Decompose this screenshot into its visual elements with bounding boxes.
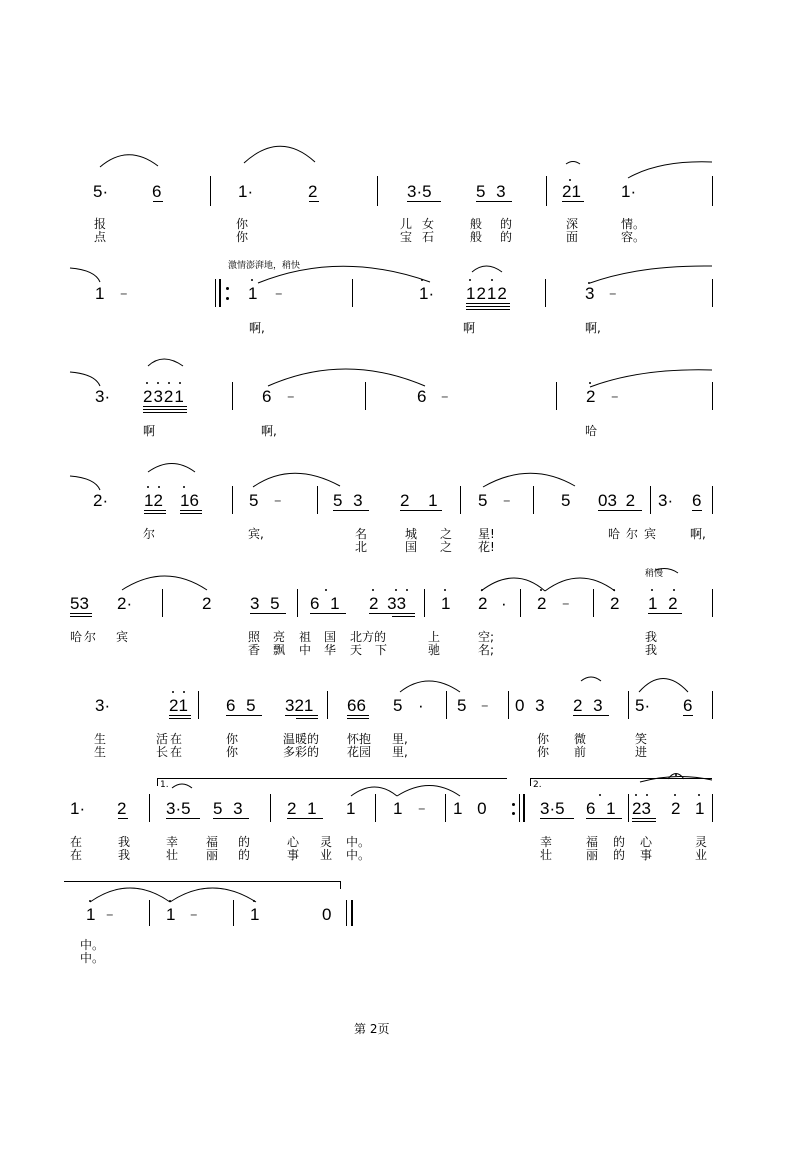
dash: –: [418, 799, 426, 817]
note: 1: [346, 799, 356, 818]
lyric: 飘: [273, 643, 286, 657]
lyric: 多彩的: [283, 745, 320, 759]
lyric: 啊,: [690, 527, 706, 541]
lyric: 宾: [116, 630, 129, 644]
note: 6 1: [586, 799, 616, 818]
dash: –: [275, 284, 283, 302]
lyric: 的: [238, 835, 251, 849]
note: 2 1: [400, 491, 438, 510]
note: 1·: [70, 799, 86, 818]
note: 1: [393, 799, 403, 818]
lyric: 宝石: [400, 230, 445, 244]
lyric: 福: [586, 835, 599, 849]
lyric: 名: [355, 527, 368, 541]
lyric: 城: [405, 527, 418, 541]
note: 2: [202, 594, 212, 613]
note: 1 2: [648, 594, 678, 613]
lyric: 心: [287, 835, 300, 849]
lyric: 空;: [478, 630, 495, 644]
lyric: 壮: [166, 848, 179, 862]
note: 6: [683, 696, 693, 715]
lyric: 花!: [478, 540, 495, 554]
lyric: 你: [537, 745, 550, 759]
lyric: 的: [238, 848, 251, 862]
lyric: 深: [566, 217, 579, 231]
note: 5·: [93, 182, 109, 201]
note: 1·: [419, 284, 435, 303]
lyric: 哈尔: [70, 630, 99, 644]
lyric: 哈尔宾: [608, 527, 663, 541]
lyric: 里,: [392, 732, 408, 746]
repeat-sign-icon: [512, 803, 515, 806]
note: 21: [562, 182, 581, 201]
note: 2 1: [287, 799, 317, 818]
lyric: 星!: [478, 527, 495, 541]
ending-label: 2.: [533, 780, 542, 790]
lyric: 点: [94, 230, 107, 244]
lyric: 情。: [621, 217, 646, 231]
lyric: 我: [118, 835, 131, 849]
volta-bracket-1: [157, 778, 507, 779]
note: 1: [248, 284, 258, 303]
note: 5: [561, 491, 571, 510]
lyric: 啊,: [261, 424, 277, 438]
note: 5 3: [333, 491, 363, 510]
lyric: 你: [226, 745, 239, 759]
lyric: 天: [350, 643, 363, 657]
lyric: 丽: [586, 848, 599, 862]
lyric: 幸: [166, 835, 179, 849]
note: ·: [418, 696, 424, 715]
note: 6: [262, 387, 272, 406]
note: 66: [347, 696, 366, 715]
lyric: 下: [375, 643, 388, 657]
lyric: 宾,: [248, 527, 264, 541]
note: 1: [441, 594, 451, 613]
lyric: 笑: [635, 732, 648, 746]
lyric: 事: [287, 848, 300, 862]
lyric: 我: [645, 630, 658, 644]
lyric: 香: [248, 643, 261, 657]
note: 6: [417, 387, 427, 406]
note: 5 3: [476, 182, 506, 201]
note: 5 3: [213, 799, 243, 818]
lyric: 驰: [428, 643, 441, 657]
lyric: 啊,: [249, 321, 265, 335]
tempo-marking: 稍慢: [645, 569, 664, 579]
note: 6 1: [310, 594, 340, 613]
note: 1212: [466, 284, 508, 303]
lyric: 儿女: [400, 217, 445, 231]
lyric: 国: [405, 540, 418, 554]
note: 3·5: [540, 799, 565, 818]
lyric: 中。: [80, 951, 105, 965]
lyric: 生: [94, 745, 107, 759]
lyric: 面: [566, 230, 579, 244]
lyric: 灵: [320, 835, 333, 849]
note: 21: [169, 696, 188, 715]
lyric: 般的: [470, 217, 531, 231]
note: 2: [537, 594, 547, 613]
note: 5: [393, 696, 403, 715]
page-number: 第 2页: [354, 1022, 390, 1036]
lyric: 福: [206, 835, 219, 849]
lyric: 事: [640, 848, 653, 862]
note: 2·: [93, 491, 109, 510]
note: 5: [457, 696, 467, 715]
note: 6: [152, 182, 162, 201]
note: 1: [250, 905, 260, 924]
lyric: 亮: [273, 630, 286, 644]
note: 5: [478, 491, 488, 510]
dash: –: [190, 905, 198, 923]
lyric: 业: [320, 848, 333, 862]
dash: –: [120, 284, 128, 302]
dash: –: [503, 491, 511, 509]
lyric: 北: [355, 540, 368, 554]
lyric: 业: [695, 848, 708, 862]
lyric: 进: [635, 745, 648, 759]
lyric: 容。: [621, 230, 646, 244]
lyric: 中。: [346, 848, 371, 862]
note: 0: [322, 905, 332, 924]
lyric: 心: [640, 835, 653, 849]
note: 2 33: [369, 594, 407, 613]
note: 0 3: [515, 696, 545, 715]
note: 3·: [95, 696, 111, 715]
note: 2: [610, 594, 620, 613]
note: 2 3: [573, 696, 603, 715]
note: 5·: [635, 696, 651, 715]
tempo-marking: 激情澎湃地，稍快: [228, 261, 301, 271]
note: 6: [692, 491, 702, 510]
lyric: 长在: [156, 745, 185, 759]
lyric: 你: [537, 732, 550, 746]
note: 1·: [238, 182, 254, 201]
lyric: 温暖的: [283, 732, 320, 746]
dash: –: [562, 594, 570, 612]
dash: –: [609, 284, 617, 302]
note: 3·5: [407, 182, 432, 201]
note: 2: [671, 799, 681, 818]
lyric: 哈: [585, 424, 598, 438]
lyric: 的: [613, 848, 626, 862]
lyric: 微: [574, 732, 587, 746]
lyric: 中: [299, 643, 312, 657]
note: 2321: [143, 387, 185, 406]
lyric: 中。: [80, 938, 105, 952]
fermata-icon: [675, 774, 677, 776]
dash: –: [441, 387, 449, 405]
dash: –: [106, 905, 114, 923]
volta-bracket-2-cont: [64, 881, 340, 882]
note: 3 5: [250, 594, 280, 613]
note: 1·: [621, 182, 637, 201]
lyric: 在: [70, 848, 83, 862]
lyric: 祖: [299, 630, 312, 644]
ending-label: 1.: [160, 780, 169, 790]
lyric: 幸: [540, 835, 553, 849]
lyric: 我: [645, 643, 658, 657]
note: 16: [180, 491, 199, 510]
lyric: 中。: [346, 835, 371, 849]
note: 3·: [95, 387, 111, 406]
lyric: 你: [236, 230, 249, 244]
note: 2·: [117, 594, 133, 613]
lyric: 丽: [206, 848, 219, 862]
note: 12: [144, 491, 163, 510]
note: 53: [70, 594, 89, 613]
lyric: 报: [94, 217, 107, 231]
note: ·: [501, 594, 507, 613]
note: 2: [117, 799, 127, 818]
note: 6 5: [226, 696, 256, 715]
note: 23: [632, 799, 651, 818]
lyric: 怀抱: [347, 732, 372, 746]
lyric: 生: [94, 732, 107, 746]
lyric: 尔: [143, 527, 156, 541]
lyric: 华: [324, 643, 337, 657]
note: 1: [695, 799, 705, 818]
note: 3·: [658, 491, 674, 510]
note: 1: [95, 284, 105, 303]
note: 2: [308, 182, 318, 201]
note: 03 2: [598, 491, 636, 510]
lyric: 前: [574, 745, 587, 759]
lyric: 活在: [156, 732, 185, 746]
lyric: 的: [613, 835, 626, 849]
note: 2: [586, 387, 596, 406]
lyric: 你: [236, 217, 249, 231]
note: 3·5: [166, 799, 191, 818]
lyric: 里,: [392, 745, 408, 759]
lyric: 灵: [695, 835, 708, 849]
lyric: 啊: [143, 424, 156, 438]
lyric: 你: [226, 732, 239, 746]
lyric: 国: [324, 630, 337, 644]
lyric: 花园: [347, 745, 372, 759]
lyric: 上: [428, 630, 441, 644]
note: 1: [166, 905, 176, 924]
note: 2: [478, 594, 488, 613]
note: 321: [285, 696, 314, 715]
lyric: 之: [440, 540, 453, 554]
note: 1 0: [453, 799, 487, 818]
lyric: 啊: [463, 321, 476, 335]
lyric: 北方的: [350, 630, 387, 644]
repeat-sign-icon: [215, 279, 216, 307]
note: 3: [585, 284, 595, 303]
volta-bracket-2: [530, 778, 712, 779]
lyric: 壮: [540, 848, 553, 862]
note: 5: [249, 491, 259, 510]
lyric: 名;: [478, 643, 495, 657]
note: 1: [86, 905, 96, 924]
lyric: 在: [70, 835, 83, 849]
dash: –: [274, 491, 282, 509]
dash: –: [287, 387, 295, 405]
dash: –: [481, 696, 489, 714]
lyric: 我: [118, 848, 131, 862]
lyric: 般的: [470, 230, 531, 244]
lyric: 啊,: [585, 321, 601, 335]
lyric: 照: [248, 630, 261, 644]
dash: –: [611, 387, 619, 405]
lyric: 之: [440, 527, 453, 541]
